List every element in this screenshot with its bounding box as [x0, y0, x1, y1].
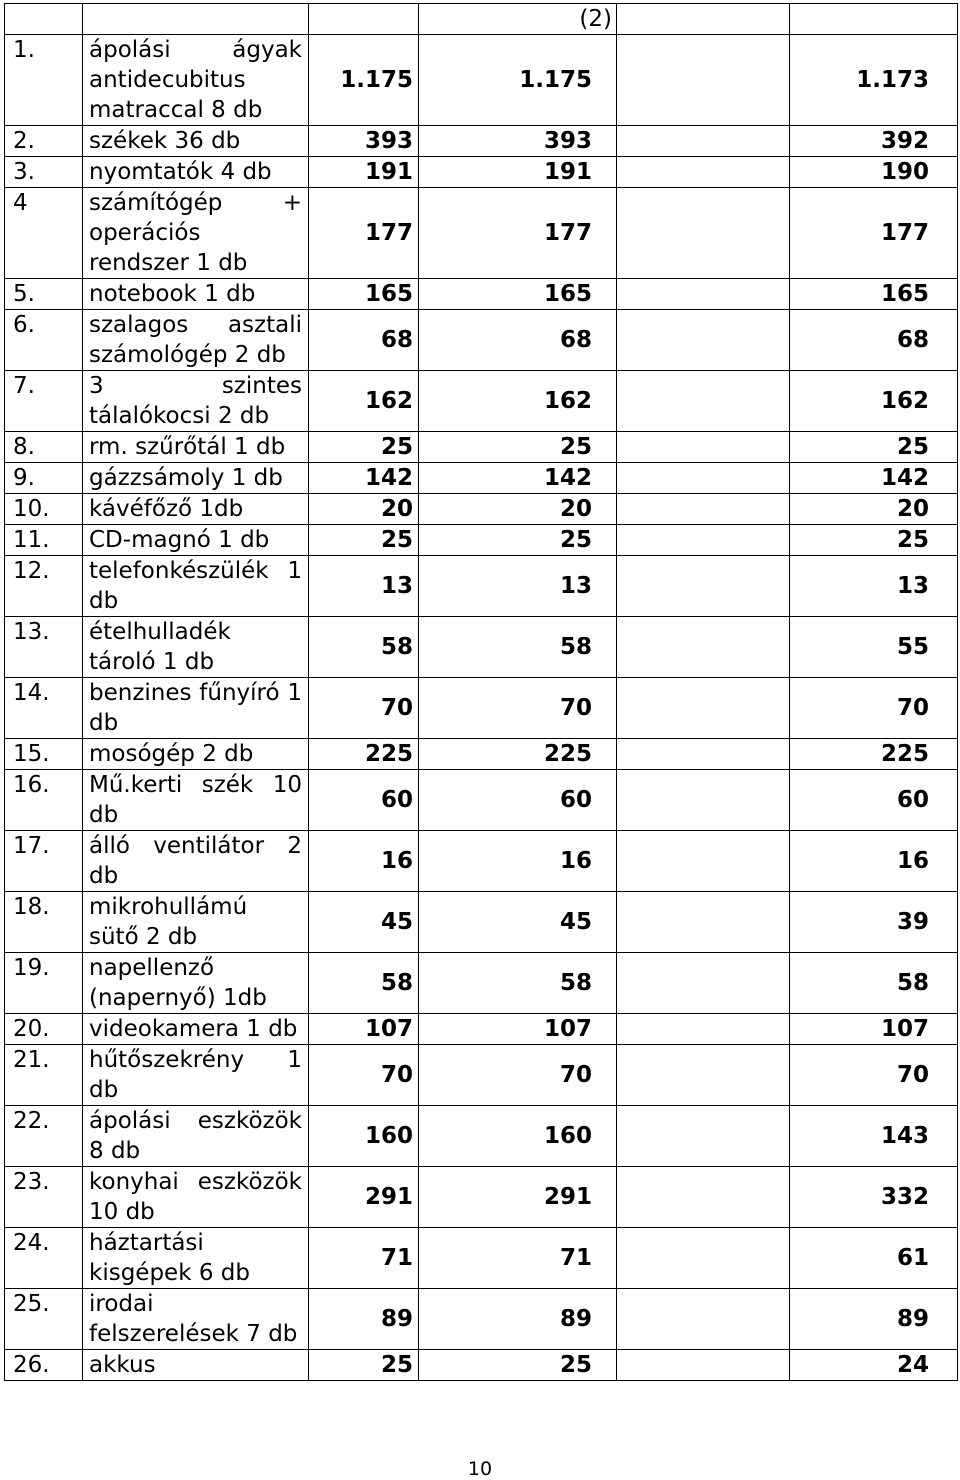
- value-col6: 39: [790, 892, 958, 953]
- value-col4: 160: [419, 1106, 617, 1167]
- value-col6: 68: [790, 310, 958, 371]
- header-cell-col3: [309, 4, 419, 35]
- table-row: [5, 463, 958, 494]
- value-col6: 107: [790, 1014, 958, 1045]
- value-col4: 25: [419, 432, 617, 463]
- row-number: 26.: [5, 1350, 83, 1381]
- table-row: [5, 770, 958, 831]
- value-col5: [617, 617, 790, 678]
- table-row: [5, 953, 958, 1014]
- row-number: 12.: [5, 556, 83, 617]
- value-col5: [617, 770, 790, 831]
- item-name: rm. szűrőtál 1 db: [83, 432, 309, 463]
- value-col3: 60: [309, 770, 419, 831]
- row-number: 11.: [5, 525, 83, 556]
- row-number: 14.: [5, 678, 83, 739]
- item-name: notebook 1 db: [83, 279, 309, 310]
- value-col6: 20: [790, 494, 958, 525]
- value-col5: [617, 556, 790, 617]
- item-name: Mű.kerti szék 10 db: [83, 770, 309, 831]
- value-col3: 162: [309, 371, 419, 432]
- row-number: 10.: [5, 494, 83, 525]
- table-row: [5, 188, 958, 279]
- row-number: 25.: [5, 1289, 83, 1350]
- value-col4: 20: [419, 494, 617, 525]
- value-col5: [617, 739, 790, 770]
- value-col5: [617, 463, 790, 494]
- value-col4: 142: [419, 463, 617, 494]
- value-col4: 71: [419, 1228, 617, 1289]
- item-name: telefonkészülék 1 db: [83, 556, 309, 617]
- value-col4: 16: [419, 831, 617, 892]
- row-number: 9.: [5, 463, 83, 494]
- row-number: 4: [5, 188, 83, 279]
- value-col6: 1.173: [790, 35, 958, 126]
- value-col5: [617, 1228, 790, 1289]
- value-col5: [617, 310, 790, 371]
- value-col5: [617, 1045, 790, 1106]
- value-col5: [617, 1350, 790, 1381]
- table-row: [5, 678, 958, 739]
- value-col6: 89: [790, 1289, 958, 1350]
- table-row: [5, 525, 958, 556]
- table-row: [5, 1289, 958, 1350]
- value-col3: 13: [309, 556, 419, 617]
- value-col6: 190: [790, 157, 958, 188]
- value-col6: 25: [790, 525, 958, 556]
- row-number: 1.: [5, 35, 83, 126]
- value-col5: [617, 953, 790, 1014]
- value-col6: 13: [790, 556, 958, 617]
- value-col3: 225: [309, 739, 419, 770]
- row-number: 18.: [5, 892, 83, 953]
- value-col4: 89: [419, 1289, 617, 1350]
- row-number: 17.: [5, 831, 83, 892]
- value-col5: [617, 371, 790, 432]
- table-row: [5, 126, 958, 157]
- value-col4: 68: [419, 310, 617, 371]
- value-col6: 142: [790, 463, 958, 494]
- header-cell-col6: [790, 4, 958, 35]
- row-number: 8.: [5, 432, 83, 463]
- table-row: [5, 157, 958, 188]
- item-name: számítógép + operációs rendszer 1 db: [83, 188, 309, 279]
- row-number: 15.: [5, 739, 83, 770]
- value-col5: [617, 1014, 790, 1045]
- value-col5: [617, 525, 790, 556]
- row-number: 23.: [5, 1167, 83, 1228]
- item-name: 3 szintes tálalókocsi 2 db: [83, 371, 309, 432]
- inventory-table: [4, 3, 958, 1381]
- value-col5: [617, 157, 790, 188]
- item-name: háztartási kisgépek 6 db: [83, 1228, 309, 1289]
- value-col6: 16: [790, 831, 958, 892]
- value-col4: 291: [419, 1167, 617, 1228]
- item-name: gázzsámoly 1 db: [83, 463, 309, 494]
- table-row: [5, 556, 958, 617]
- header-cell-col4: (2): [419, 4, 617, 35]
- value-col3: 70: [309, 1045, 419, 1106]
- value-col5: [617, 279, 790, 310]
- value-col4: 58: [419, 953, 617, 1014]
- table-row: [5, 371, 958, 432]
- value-col6: 70: [790, 1045, 958, 1106]
- header-cell-num: [5, 4, 83, 35]
- table-row: [5, 310, 958, 371]
- item-name: szalagos asztali számológép 2 db: [83, 310, 309, 371]
- table-row: [5, 1045, 958, 1106]
- value-col3: 165: [309, 279, 419, 310]
- value-col3: 393: [309, 126, 419, 157]
- item-name: székek 36 db: [83, 126, 309, 157]
- table-row: [5, 1014, 958, 1045]
- value-col4: 393: [419, 126, 617, 157]
- value-col5: [617, 494, 790, 525]
- value-col6: 25: [790, 432, 958, 463]
- value-col4: 70: [419, 1045, 617, 1106]
- table-row: [5, 279, 958, 310]
- item-name: videokamera 1 db: [83, 1014, 309, 1045]
- value-col3: 71: [309, 1228, 419, 1289]
- header-cell-name: [83, 4, 309, 35]
- row-number: 16.: [5, 770, 83, 831]
- value-col3: 68: [309, 310, 419, 371]
- value-col6: 55: [790, 617, 958, 678]
- item-name: mikrohullámú sütő 2 db: [83, 892, 309, 953]
- value-col6: 143: [790, 1106, 958, 1167]
- value-col5: [617, 432, 790, 463]
- value-col5: [617, 1289, 790, 1350]
- value-col4: 58: [419, 617, 617, 678]
- value-col4: 1.175: [419, 35, 617, 126]
- value-col4: 177: [419, 188, 617, 279]
- value-col4: 165: [419, 279, 617, 310]
- item-name: napellenző (napernyő) 1db: [83, 953, 309, 1014]
- item-name: ételhulladék tároló 1 db: [83, 617, 309, 678]
- table-row: [5, 892, 958, 953]
- item-name: CD-magnó 1 db: [83, 525, 309, 556]
- row-number: 2.: [5, 126, 83, 157]
- item-name: álló ventilátor 2 db: [83, 831, 309, 892]
- value-col3: 142: [309, 463, 419, 494]
- table-row: [5, 1106, 958, 1167]
- table-row: [5, 831, 958, 892]
- item-name: akkus: [83, 1350, 309, 1381]
- value-col3: 16: [309, 831, 419, 892]
- item-name: kávéfőző 1db: [83, 494, 309, 525]
- table-row: [5, 739, 958, 770]
- value-col6: 70: [790, 678, 958, 739]
- value-col3: 107: [309, 1014, 419, 1045]
- value-col3: 25: [309, 432, 419, 463]
- row-number: 22.: [5, 1106, 83, 1167]
- value-col6: 165: [790, 279, 958, 310]
- value-col4: 25: [419, 1350, 617, 1381]
- table-row: [5, 494, 958, 525]
- page-number: 10: [467, 1458, 493, 1480]
- row-number: 21.: [5, 1045, 83, 1106]
- value-col3: 291: [309, 1167, 419, 1228]
- value-col4: 13: [419, 556, 617, 617]
- row-number: 24.: [5, 1228, 83, 1289]
- value-col3: 191: [309, 157, 419, 188]
- value-col4: 60: [419, 770, 617, 831]
- row-number: 19.: [5, 953, 83, 1014]
- row-number: 6.: [5, 310, 83, 371]
- value-col3: 45: [309, 892, 419, 953]
- value-col6: 58: [790, 953, 958, 1014]
- value-col6: 392: [790, 126, 958, 157]
- value-col5: [617, 1167, 790, 1228]
- value-col3: 160: [309, 1106, 419, 1167]
- table-row: [5, 1167, 958, 1228]
- value-col3: 58: [309, 953, 419, 1014]
- value-col4: 45: [419, 892, 617, 953]
- header-cell-col5: [617, 4, 790, 35]
- row-number: 3.: [5, 157, 83, 188]
- value-col5: [617, 678, 790, 739]
- item-name: ápolási ágyak antidecubitus matraccal 8 db: [83, 35, 309, 126]
- value-col5: [617, 831, 790, 892]
- value-col3: 58: [309, 617, 419, 678]
- item-name: irodai felszerelések 7 db: [83, 1289, 309, 1350]
- value-col4: 225: [419, 739, 617, 770]
- value-col3: 89: [309, 1289, 419, 1350]
- value-col5: [617, 892, 790, 953]
- value-col5: [617, 1106, 790, 1167]
- value-col4: 107: [419, 1014, 617, 1045]
- value-col3: 70: [309, 678, 419, 739]
- row-number: 20.: [5, 1014, 83, 1045]
- inventory-table-body: [5, 4, 958, 1381]
- value-col3: 20: [309, 494, 419, 525]
- row-number: 13.: [5, 617, 83, 678]
- value-col6: 225: [790, 739, 958, 770]
- item-name: konyhai eszközök 10 db: [83, 1167, 309, 1228]
- row-number: 7.: [5, 371, 83, 432]
- item-name: mosógép 2 db: [83, 739, 309, 770]
- value-col3: 25: [309, 1350, 419, 1381]
- value-col6: 332: [790, 1167, 958, 1228]
- table-header-row: [5, 4, 958, 35]
- value-col5: [617, 126, 790, 157]
- value-col4: 162: [419, 371, 617, 432]
- item-name: ápolási eszközök 8 db: [83, 1106, 309, 1167]
- value-col6: 61: [790, 1228, 958, 1289]
- value-col5: [617, 188, 790, 279]
- value-col3: 25: [309, 525, 419, 556]
- value-col4: 191: [419, 157, 617, 188]
- value-col4: 25: [419, 525, 617, 556]
- value-col6: 24: [790, 1350, 958, 1381]
- value-col6: 60: [790, 770, 958, 831]
- table-row: [5, 1228, 958, 1289]
- table-row: [5, 35, 958, 126]
- table-row: [5, 432, 958, 463]
- row-number: 5.: [5, 279, 83, 310]
- value-col6: 177: [790, 188, 958, 279]
- table-row: [5, 617, 958, 678]
- value-col5: [617, 35, 790, 126]
- value-col3: 1.175: [309, 35, 419, 126]
- value-col4: 70: [419, 678, 617, 739]
- item-name: nyomtatók 4 db: [83, 157, 309, 188]
- item-name: benzines fűnyíró 1 db: [83, 678, 309, 739]
- value-col3: 177: [309, 188, 419, 279]
- table-row: [5, 1350, 958, 1381]
- value-col6: 162: [790, 371, 958, 432]
- item-name: hűtőszekrény 1 db: [83, 1045, 309, 1106]
